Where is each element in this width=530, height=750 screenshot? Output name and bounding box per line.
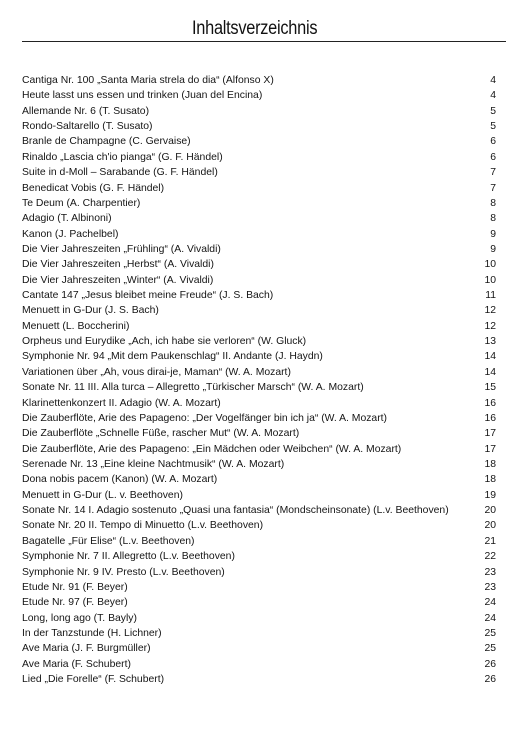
toc-entry-title: In der Tanzstunde (H. Lichner) — [22, 627, 162, 639]
toc-entry-page: 17 — [484, 428, 496, 440]
toc-entry — [22, 349, 496, 364]
toc-entry-title: Symphonie Nr. 9 IV. Presto (L.v. Beethoven) — [22, 566, 225, 578]
toc-entry — [22, 119, 496, 134]
toc-entry-page: 9 — [490, 228, 496, 240]
toc-entry-page: 18 — [484, 474, 496, 486]
toc-entry-page: 24 — [484, 612, 496, 624]
toc-entry-title: Kanon (J. Pachelbel) — [22, 228, 119, 240]
toc-entry-page: 20 — [484, 505, 496, 517]
toc-entry-title: Etude Nr. 97 (F. Beyer) — [22, 597, 128, 609]
toc-entry-page: 25 — [484, 643, 496, 655]
toc-entry — [22, 518, 496, 533]
toc-entry-page: 17 — [484, 443, 496, 455]
toc-entry-page: 6 — [490, 136, 496, 148]
toc-entry — [22, 534, 496, 549]
toc-entry-title: Die Zauberflöte „Schnelle Füße, rascher Mut“ (W. A. Mozart) — [22, 428, 300, 440]
toc-entry-page: 7 — [490, 182, 496, 194]
toc-entry-page: 11 — [485, 290, 496, 302]
toc-entry — [22, 503, 496, 518]
toc-entry — [22, 88, 496, 103]
toc-entry-page: 26 — [484, 658, 496, 670]
toc-entry-title: Die Vier Jahreszeiten „Winter“ (A. Vivaldi) — [22, 274, 214, 286]
toc-entry-page: 4 — [490, 90, 496, 102]
toc-entry-page: 13 — [484, 336, 496, 348]
toc-entry-page: 15 — [484, 382, 496, 394]
toc-entry-title: Die Vier Jahreszeiten „Herbst“ (A. Vivaldi) — [22, 259, 214, 271]
toc-entry-title: Menuett in G-Dur (J. S. Bach) — [22, 305, 159, 317]
toc-entry-title: Allemande Nr. 6 (T. Susato) — [22, 105, 150, 117]
toc-entry — [22, 227, 496, 242]
toc-entry-page: 7 — [490, 167, 496, 179]
toc-entry-title: Lied „Die Forelle“ (F. Schubert) — [22, 674, 165, 686]
toc-entry — [22, 457, 496, 472]
toc-entry — [22, 165, 496, 180]
toc-entry-title: Long, long ago (T. Bayly) — [22, 612, 137, 624]
toc-entry-page: 8 — [490, 197, 496, 209]
toc-entry-title: Heute lasst uns essen und trinken (Juan del Encina) — [22, 90, 263, 102]
toc-entry-page: 19 — [484, 489, 496, 501]
toc-entry — [22, 426, 496, 441]
toc-entry-page: 14 — [484, 351, 496, 363]
toc-entry-title: Sonate Nr. 20 II. Tempo di Minuetto (L.v. Beethoven) — [22, 520, 264, 532]
toc-entry-page: 5 — [490, 105, 496, 117]
toc-entry-page: 10 — [484, 259, 496, 271]
toc-entry — [22, 303, 496, 318]
toc-entry-title: Dona nobis pacem (Kanon) (W. A. Mozart) — [22, 474, 218, 486]
toc-entry — [22, 442, 496, 457]
toc-entry — [22, 411, 496, 426]
toc-entry — [22, 319, 496, 334]
toc-entry-title: Serenade Nr. 13 „Eine kleine Nachtmusik“ (W. A. Mozart) — [22, 458, 285, 470]
toc-entry-title: Klarinettenkonzert II. Adagio (W. A. Mozart) — [22, 397, 221, 409]
toc-entry-page: 12 — [484, 305, 496, 317]
toc-entry-title: Menuett (L. Boccherini) — [22, 320, 130, 332]
toc-entry-page: 24 — [484, 597, 496, 609]
toc-entry — [22, 334, 496, 349]
toc-entry — [22, 196, 496, 211]
toc-entry-title: Orpheus und Eurydike „Ach, ich habe sie verloren“ (W. Gluck) — [22, 336, 307, 348]
title-underline — [22, 41, 506, 42]
toc-entry — [22, 549, 496, 564]
toc-entry-page: 26 — [484, 674, 496, 686]
toc-entry-title: Ave Maria (F. Schubert) — [22, 658, 131, 670]
toc-entry-title: Die Zauberflöte, Arie des Papageno: „Der Vogelfänger bin ich ja“ (W. A. Mozart) — [22, 412, 388, 424]
toc-entry-page: 18 — [484, 458, 496, 470]
toc-entry-title: Cantiga Nr. 100 „Santa Maria strela do dia“ (Alfonso X) — [22, 75, 274, 86]
toc-entry — [22, 242, 496, 257]
toc-entry-title: Te Deum (A. Charpentier) — [22, 197, 141, 209]
toc-entry — [22, 181, 496, 196]
toc-entry-title: Sonate Nr. 11 III. Alla turca – Allegretto „Türkischer Marsch“ (W. A. Mozart) — [22, 382, 364, 394]
toc-entry-title: Rinaldo „Lascia ch'io pianga“ (G. F. Händel) — [22, 151, 223, 163]
toc-entry-page: 20 — [484, 520, 496, 532]
toc-entry-page: 16 — [484, 412, 496, 424]
toc-entry-page: 6 — [490, 151, 496, 163]
toc-entry — [22, 472, 496, 487]
toc-entry — [22, 380, 496, 395]
toc-entry — [22, 73, 496, 88]
toc-entry-title: Benedicat Vobis (G. F. Händel) — [22, 182, 165, 194]
toc-list — [22, 73, 496, 687]
toc-entry — [22, 257, 496, 272]
page-title: Inhaltsverzeichnis — [192, 18, 318, 39]
toc-entry-page: 9 — [490, 243, 496, 255]
toc-entry-title: Suite in d-Moll – Sarabande (G. F. Händel) — [22, 167, 218, 179]
toc-entry-title: Variationen über „Ah, vous dirai-je, Maman“ (W. A. Mozart) — [22, 366, 291, 378]
toc-entry-page: 12 — [484, 320, 496, 332]
toc-entry — [22, 488, 496, 503]
toc-entry-page: 14 — [484, 366, 496, 378]
toc-entry — [22, 134, 496, 149]
toc-entry-title: Symphonie Nr. 94 „Mit dem Paukenschlag“ II. Andante (J. Haydn) — [22, 351, 323, 363]
toc-entry-title: Menuett in G-Dur (L. v. Beethoven) — [22, 489, 183, 501]
toc-entry-title: Die Zauberflöte, Arie des Papageno: „Ein Mädchen oder Weibchen“ (W. A. Mozart) — [22, 443, 402, 455]
toc-entry-title: Die Vier Jahreszeiten „Frühling“ (A. Vivaldi) — [22, 243, 221, 255]
toc-entry — [22, 580, 496, 595]
toc-entry-title: Sonate Nr. 14 I. Adagio sostenuto „Quasi una fantasia“ (Mondscheinsonate) (L.v. Beethoven) — [22, 505, 449, 517]
toc-entry-title: Bagatelle „Für Elise“ (L.v. Beethoven) — [22, 535, 195, 547]
toc-entry — [22, 657, 496, 672]
toc-entry-title: Branle de Champagne (C. Gervaise) — [22, 136, 191, 148]
toc-entry — [22, 595, 496, 610]
toc-entry — [22, 641, 496, 656]
toc-entry-page: 10 — [484, 274, 496, 286]
toc-entry — [22, 396, 496, 411]
toc-entry-page: 25 — [484, 627, 496, 639]
toc-entry — [22, 211, 496, 226]
toc-entry — [22, 611, 496, 626]
toc-entry — [22, 150, 496, 165]
toc-entry-page: 23 — [484, 581, 496, 593]
toc-entry — [22, 365, 496, 380]
toc-entry — [22, 672, 496, 687]
toc-entry-page: 23 — [484, 566, 496, 578]
toc-entry-title: Rondo-Saltarello (T. Susato) — [22, 121, 153, 133]
toc-entry-title: Ave Maria (J. F. Burgmüller) — [22, 643, 151, 655]
toc-entry — [22, 626, 496, 641]
toc-entry-title: Cantate 147 „Jesus bleibet meine Freude“ (J. S. Bach) — [22, 290, 274, 302]
toc-entry-page: 8 — [490, 213, 496, 225]
toc-entry-page: 21 — [484, 535, 496, 547]
toc-entry-title: Adagio (T. Albinoni) — [22, 213, 112, 225]
toc-entry-page: 4 — [490, 75, 496, 86]
toc-entry-page: 16 — [484, 397, 496, 409]
toc-entry — [22, 104, 496, 119]
toc-entry — [22, 565, 496, 580]
toc-entry-page: 22 — [484, 551, 496, 563]
toc-entry-title: Symphonie Nr. 7 II. Allegretto (L.v. Beethoven) — [22, 551, 235, 563]
toc-entry-page: 5 — [490, 121, 496, 133]
toc-entry — [22, 288, 496, 303]
toc-entry-title: Etude Nr. 91 (F. Beyer) — [22, 581, 128, 593]
toc-entry — [22, 273, 496, 288]
